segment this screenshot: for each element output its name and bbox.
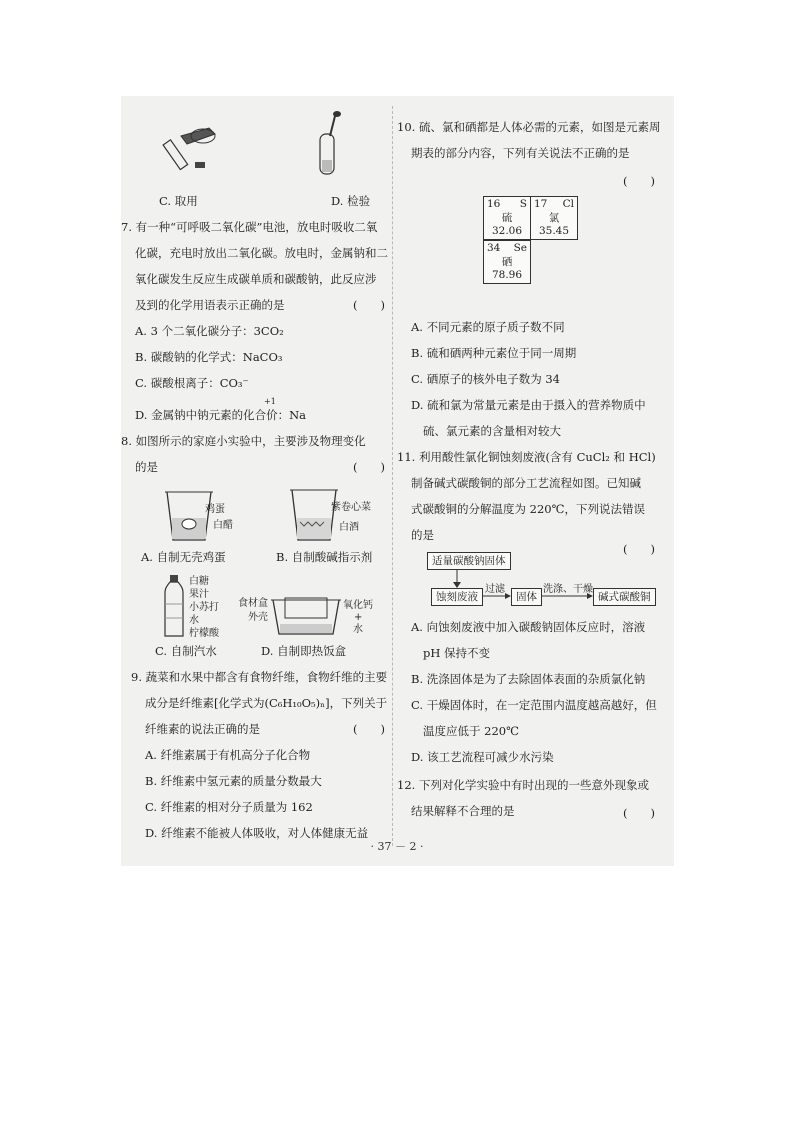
page-number: · 37 － 2 · — [370, 840, 424, 853]
q7-stem-line4: 及到的化学用语表示正确的是 — [135, 298, 285, 312]
label-juice: 果汁 — [189, 589, 209, 600]
flow-box-product: 碱式碳酸铜 — [593, 588, 656, 606]
q11-stem-line2: 制备碱式碳酸铜的部分工艺流程如图。已知碱 — [411, 476, 641, 490]
q12-answer-paren: ( ) — [623, 806, 655, 820]
q10-options — [397, 314, 667, 444]
q8-stem-line2: 的是 — [135, 460, 158, 474]
q11-option-a-line2: pH 保持不变 — [423, 646, 491, 660]
column-divider — [392, 106, 393, 846]
chlorine-name: 氯 — [548, 212, 560, 224]
chlorine-number: 17 — [534, 198, 548, 210]
flow-box-reagent: 适量碳酸钠固体 — [427, 552, 511, 570]
q10-option-c: C. 硒原子的核外电子数为 34 — [411, 372, 560, 386]
q11-option-d: D. 该工艺流程可减少水污染 — [411, 750, 554, 764]
flow-box-solid: 固体 — [511, 588, 542, 606]
label-egg: 鸡蛋 — [205, 504, 225, 515]
q11-option-c-line2: 温度应低于 220℃ — [423, 724, 519, 738]
q7-option-a: A. 3 个二氧化碳分子：3CO₂ — [135, 324, 284, 338]
q11-option-c-line1: C. 干燥固体时，在一定范围内温度越高越好，但 — [411, 698, 657, 712]
beaker-egg-figure — [161, 488, 221, 546]
q9-option-c: C. 纤维素的相对分子质量为 162 — [145, 800, 313, 814]
q11-option-b: B. 洗涤固体是为了去除固体表面的杂质氯化钠 — [411, 672, 646, 686]
label-cabbage: 紫卷心菜 — [331, 502, 371, 513]
question-8 — [121, 428, 389, 480]
label-water-2: 水 — [353, 624, 363, 635]
question-11 — [397, 444, 667, 548]
q10-option-d-line1: D. 硫和氯为常量元素是由于摄入的营养物质中 — [411, 398, 646, 412]
q8-stem-line1: 8. 如图所示的家庭小实验中，主要涉及物理变化 — [121, 434, 366, 448]
q7-stem-line2: 化碳，充电时放出二氧化碳。放电时，金属钠和二 — [135, 246, 388, 260]
q9-stem-line2: 成分是纤维素[化学式为(C₆H₁₀O₅)ₙ]，下列关于 — [145, 696, 388, 710]
q10-stem-line2: 期表的部分内容，下列有关说法不正确的是 — [411, 146, 630, 160]
flow-box-waste: 蚀刻废液 — [431, 588, 483, 606]
label-plus: + — [354, 612, 363, 623]
selenium-mass: 78.96 — [491, 269, 523, 281]
q11-option-a-line1: A. 向蚀刻废液中加入碳酸钠固体反应时，溶液 — [411, 620, 646, 634]
q9-option-d: D. 纤维素不能被人体吸收，对人体健康无益 — [145, 826, 369, 840]
chlorine-symbol: Cl — [562, 198, 574, 210]
selenium-number: 34 — [487, 242, 501, 254]
q8-option-a: A. 自制无壳鸡蛋 — [141, 550, 226, 564]
q9-option-a: A. 纤维素属于有机高分子化合物 — [145, 748, 311, 762]
element-cell-selenium — [483, 240, 531, 284]
sulfur-symbol: S — [519, 198, 527, 210]
q10-stem-line1: 10. 硫、氯和硒都是人体必需的元素，如图是元素周 — [397, 120, 661, 134]
q12-stem-line1: 12. 下列对化学实验中有时出现的一些意外现象或 — [397, 778, 649, 792]
label-liquor: 白酒 — [339, 522, 359, 533]
selenium-symbol: Se — [513, 242, 527, 254]
question-9 — [131, 664, 393, 846]
q10-option-d-line2: 硫、氯元素的含量相对较大 — [423, 424, 561, 438]
soda-bottle-figure — [163, 574, 185, 640]
q11-answer-paren: ( ) — [623, 542, 655, 556]
q7-option-d-text: D. 金属钠中钠元素的化合价：Na — [135, 408, 307, 422]
q11-stem-line4: 的是 — [411, 528, 434, 542]
reagent-taking-figure — [151, 122, 231, 172]
q10-option-b: B. 硫和硒两种元素位于同一周期 — [411, 346, 577, 360]
q7-stem-line1: 7. 有一种“可呼吸二氧化碳”电池，放电时吸收二氧 — [121, 220, 378, 234]
q7-stem-line3: 氧化碳发生反应生成碳单质和碳酸钠，此反应涉 — [135, 272, 377, 286]
q7-option-c: C. 碳酸根离子：CO₃⁻ — [135, 376, 249, 390]
q7-answer-paren: ( ) — [353, 298, 385, 312]
sulfur-mass: 32.06 — [491, 225, 523, 237]
q9-stem-line3: 纤维素的说法正确的是 — [145, 722, 260, 736]
sulfur-name: 硫 — [501, 212, 513, 224]
q10-answer-paren: ( ) — [623, 174, 655, 188]
q6-option-c: C. 取用 — [159, 194, 198, 208]
element-cell-sulfur — [483, 196, 531, 240]
label-citric-acid: 柠檬酸 — [189, 628, 219, 639]
q6-option-d: D. 检验 — [331, 194, 371, 208]
q7-option-b: B. 碳酸钠的化学式：NaCO₃ — [135, 350, 283, 364]
question-7 — [121, 214, 389, 428]
label-water: 水 — [189, 615, 199, 626]
q12-stem-line2: 结果解释不合理的是 — [411, 804, 515, 818]
gas-test-figure — [306, 110, 356, 180]
q10-option-a: A. 不同元素的原子质子数不同 — [411, 320, 565, 334]
q9-option-b: B. 纤维素中氢元素的质量分数最大 — [145, 774, 322, 788]
q8-option-d: D. 自制即热饭盒 — [261, 644, 347, 658]
label-vinegar: 白醋 — [213, 520, 233, 531]
q8-option-b: B. 自制酸碱指示剂 — [276, 550, 373, 564]
q8-option-c: C. 自制汽水 — [155, 644, 217, 658]
self-heating-box-figure — [271, 594, 341, 640]
q7-option-d-valence: +1 — [264, 397, 276, 406]
sulfur-number: 16 — [487, 198, 501, 210]
q8-answer-paren: ( ) — [353, 460, 385, 474]
flow-label-filter: 过滤 — [485, 584, 505, 595]
label-sugar: 白糖 — [189, 576, 209, 587]
q11-stem-line3: 式碳酸铜的分解温度为 220℃，下列说法错误 — [411, 502, 645, 516]
selenium-name: 硒 — [501, 256, 513, 268]
q9-answer-paren: ( ) — [353, 722, 385, 736]
element-cell-chlorine — [530, 196, 578, 240]
label-calcium-oxide: 氧化钙 — [343, 600, 373, 611]
label-soda: 小苏打 — [189, 602, 219, 613]
q9-stem-line1: 9. 蔬菜和水果中都含有食物纤维，食物纤维的主要 — [131, 670, 388, 684]
q7-option-d — [121, 397, 389, 428]
label-food-box: 食材盒 — [238, 598, 268, 609]
chlorine-mass: 35.45 — [538, 225, 570, 237]
flow-label-wash-dry: 洗涤、干燥 — [543, 584, 593, 595]
label-shell: 外壳 — [248, 612, 268, 623]
beaker-cabbage-figure — [286, 486, 346, 546]
question-10 — [397, 114, 667, 166]
q11-stem-line1: 11. 利用酸性氯化铜蚀刻废液(含有 CuCl₂ 和 HCl) — [397, 450, 656, 464]
scanned-page — [121, 96, 674, 866]
q11-options — [397, 614, 667, 770]
